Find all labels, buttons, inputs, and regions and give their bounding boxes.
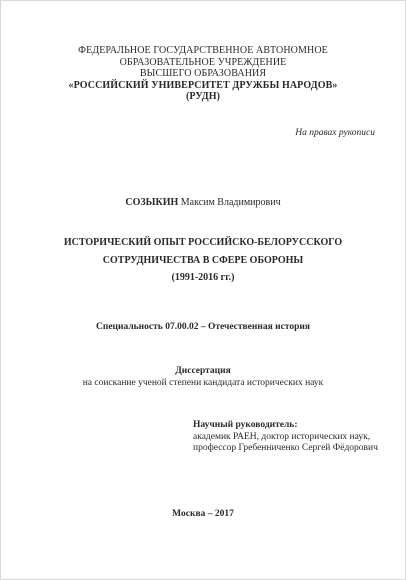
header-line: ВЫСШЕГО ОБРАЗОВАНИЯ: [139, 68, 267, 79]
scientific-advisor: [193, 420, 378, 455]
university-abbreviation: (РУДН): [185, 91, 221, 102]
header-line: ФЕДЕРАЛЬНОЕ ГОСУДАРСТВЕННОЕ АВТОНОМНОЕ: [78, 45, 328, 56]
specialty-line: Специальность 07.00.02 – Отечественная история: [96, 322, 310, 332]
dissertation-degree: на соискание ученой степени кандидата исторических наук: [82, 378, 324, 388]
title-period: (1991-2016 гг.): [171, 272, 235, 283]
title-line: СОТРУДНИЧЕСТВА В СФЕРЕ ОБОРОНЫ: [102, 254, 304, 266]
author-name: [1, 197, 405, 208]
advisor-heading: Научный руководитель:: [193, 420, 298, 430]
author-surname: СОЗЫКИН: [125, 197, 179, 208]
advisor-line: профессор Гребенниченко Сергей Фёдорович: [193, 443, 378, 453]
advisor-line: академик РАЕН, доктор исторических наук,: [193, 431, 371, 442]
institution-header: [1, 45, 405, 103]
university-name: «РОССИЙСКИЙ УНИВЕРСИТЕТ ДРУЖБЫ НАРОДОВ»: [68, 79, 338, 91]
dissertation-title: [1, 234, 405, 287]
title-line: ИСТОРИЧЕСКИЙ ОПЫТ РОССИЙСКО-БЕЛОРУССКОГО: [63, 237, 343, 248]
dissertation-type: [1, 365, 405, 389]
manuscript-rights-note: На правах рукописи: [295, 128, 375, 138]
header-line: ОБРАЗОВАТЕЛЬНОЕ УЧРЕЖДЕНИЕ: [119, 56, 287, 68]
author-given-names: Максим Владимирович: [180, 197, 281, 208]
place-and-year: Москва – 2017: [172, 509, 234, 519]
dissertation-heading: Диссертация: [175, 366, 231, 376]
